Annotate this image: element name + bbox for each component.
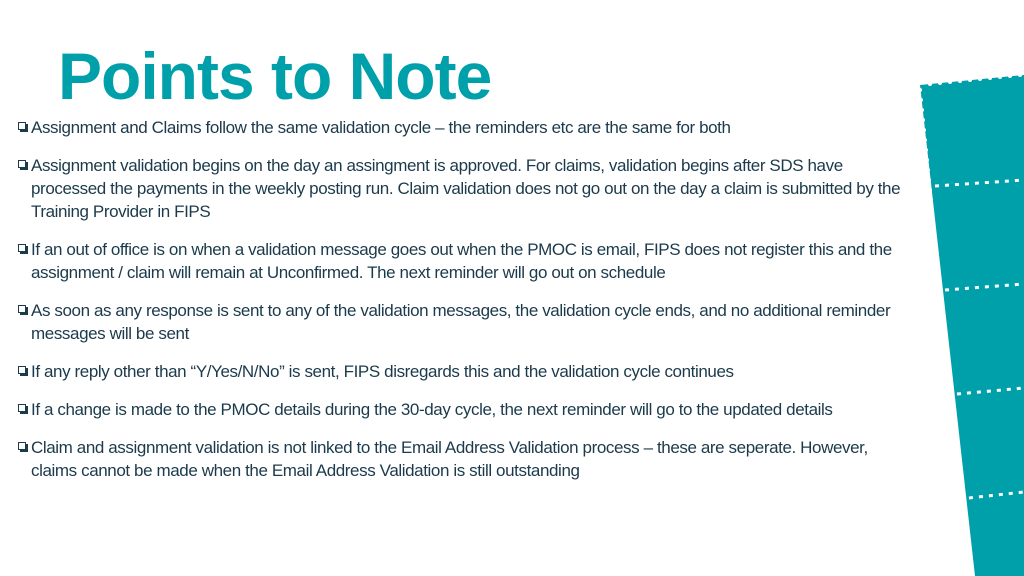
list-item (18, 299, 913, 345)
square-bullet-icon (18, 366, 26, 374)
square-bullet-icon (18, 442, 26, 450)
square-bullet-icon (18, 160, 26, 168)
square-bullet-icon (18, 122, 26, 130)
square-bullet-icon (18, 305, 26, 313)
bullet-text: If any reply other than “Y/Yes/N/No” is sent, FIPS disregards this and the validation cycle continues (31, 362, 734, 381)
list-item (18, 360, 913, 383)
square-bullet-icon (18, 244, 26, 252)
bullet-text: Claim and assignment validation is not linked to the Email Address Validation process – these are seperate. However, claims cannot be made when the Email Address Validation is still outstanding (31, 438, 868, 480)
list-item (18, 154, 913, 223)
page-title: Points to Note (58, 39, 492, 113)
bullet-text: Assignment validation begins on the day an assingment is approved. For claims, validation begins after SDS have processed the payments in the weekly posting run. Claim validation does not go out on the day a claim is submitted by the Training Provider in FIPS (31, 156, 901, 221)
bullet-text: If a change is made to the PMOC details during the 30-day cycle, the next reminder will go to the updated details (31, 400, 833, 419)
square-bullet-icon (18, 404, 26, 412)
bullet-text: Assignment and Claims follow the same validation cycle – the reminders etc are the same for both (31, 118, 731, 137)
bullet-text: If an out of office is on when a validation message goes out when the PMOC is email, FIPS does not register this and the assignment / claim will remain at Unconfirmed. The next reminder will go out on schedule (31, 240, 892, 282)
list-item (18, 436, 913, 482)
list-item (18, 398, 913, 421)
list-item (18, 116, 913, 139)
bullet-list (18, 116, 913, 497)
list-item (18, 238, 913, 284)
bullet-text: As soon as any response is sent to any of the validation messages, the validation cycle ends, and no additional reminder messages will be sent (31, 301, 891, 343)
